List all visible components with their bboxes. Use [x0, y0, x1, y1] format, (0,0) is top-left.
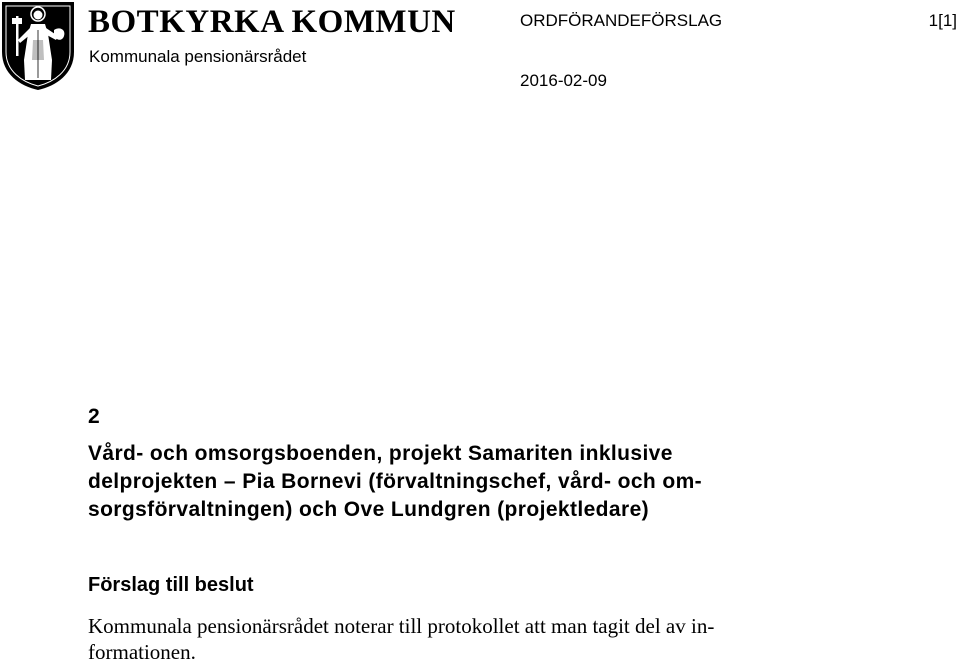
- decision-text-line: Kommunala pensionärsrådet noterar till protokollet att man tagit del av in-: [88, 614, 715, 638]
- decision-text: [88, 613, 714, 665]
- document-type: ORDFÖRANDEFÖRSLAG: [520, 11, 723, 30]
- agenda-item-number: 2: [88, 405, 100, 428]
- agenda-item-title-line: sorgsförvaltningen) och Ove Lundgren (projektledare): [88, 498, 650, 521]
- coat-of-arms-icon: [0, 0, 76, 92]
- decision-text-line: formationen.: [88, 640, 196, 664]
- document-date: 2016-02-09: [520, 71, 607, 90]
- organization-unit: Kommunala pensionärsrådet: [89, 47, 307, 66]
- page-number: 1[1]: [928, 11, 957, 30]
- agenda-item-title: [88, 440, 828, 524]
- section-heading: Förslag till beslut: [88, 574, 254, 596]
- agenda-item-title-line: Vård- och omsorgsboenden, projekt Samariten inklusive: [88, 442, 673, 465]
- agenda-item-title-line: delprojekten – Pia Bornevi (förvaltningschef, vård- och om-: [88, 470, 703, 493]
- organization-name: BOTKYRKA KOMMUN: [88, 4, 456, 40]
